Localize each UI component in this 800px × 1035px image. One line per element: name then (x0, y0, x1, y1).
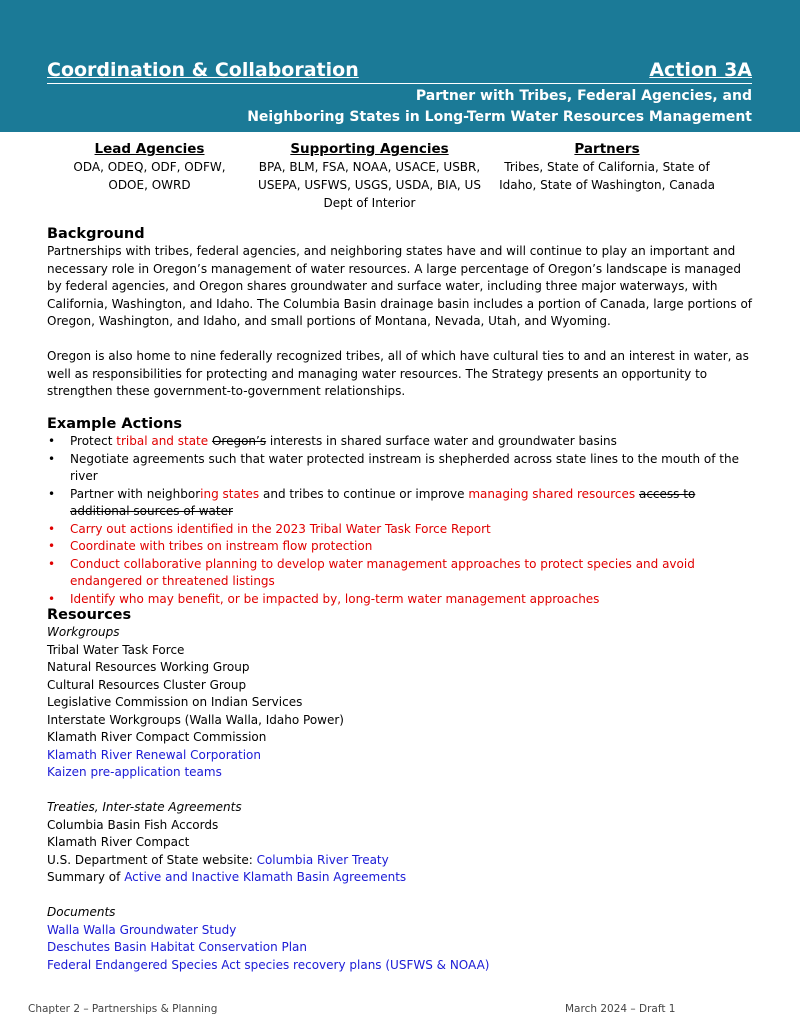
document-link[interactable]: Deschutes Basin Habitat Conservation Plan (47, 940, 308, 954)
subtitle-line: Neighboring States in Long-Term Water Resources Management (247, 109, 752, 125)
resource-item: Interstate Workgroups (Walla Walla, Idaho Power) (47, 712, 344, 727)
list-item: • Conduct collaborative planning to develop water management approaches to protect species and avoid endangered or threatened listings (47, 556, 757, 591)
supporting-agencies-line: Dept of Interior (323, 196, 416, 210)
action-subtitle (247, 86, 752, 128)
partners-line: Tribes, State of California, State of (504, 160, 710, 174)
background-paragraph: Partnerships with tribes, federal agencies, and neighboring states have and will continue to play an important and necessary role in Oregon’s management of water resources. A large percentage of Oregon’s landscape is managed by federal agencies, and Oregon shares groundwater and surface water, including three major waterways, with California, Washington, and Idaho. The Columbia Basin drainage basin includes a portion of Canada, large portions of Oregon, Washington, and Idaho, and small portions of Montana, Nevada, Utah, and Wyoming. (47, 244, 753, 328)
document-link[interactable]: Walla Walla Groundwater Study (47, 922, 237, 937)
footer-date: March 2024 – Draft 1 (565, 1003, 676, 1015)
list-item (47, 433, 757, 451)
lead-agencies-line: ODA, ODEQ, ODF, ODFW, (73, 160, 226, 174)
list-item: • Identify who may benefit, or be impacted by, long-term water management approaches (47, 591, 757, 609)
resource-link[interactable]: Klamath River Renewal Corporation (47, 747, 262, 762)
inserted-text: ing states (200, 486, 260, 501)
supporting-agencies-line: USEPA, USFWS, USGS, USDA, BIA, US (258, 178, 481, 192)
deleted-text: access to additional sources of water (70, 486, 696, 518)
supporting-agencies-column (252, 140, 487, 212)
supporting-agencies-line: BPA, BLM, FSA, NOAA, USACE, USBR, (258, 160, 481, 174)
item-text: and tribes to continue or improve (259, 486, 469, 501)
partners-heading: Partners (574, 141, 640, 157)
workgroups-label: Workgroups (47, 625, 120, 639)
item-text: interests in shared surface water and groundwater basins (266, 434, 617, 448)
resource-item: Columbia Basin Fish Accords (47, 817, 219, 832)
item-text: Partner with neighbor (70, 486, 201, 501)
subtitle-line: Partner with Tribes, Federal Agencies, and (415, 88, 752, 104)
item-text: U.S. Department of State website: (47, 852, 257, 867)
resource-link[interactable]: Kaizen pre-application teams (47, 765, 222, 779)
list-item: • Negotiate agreements such that water protected instream is shepherded across state lines to the mouth of the river (47, 451, 757, 486)
resource-item: Klamath River Compact (47, 835, 190, 849)
example-actions-section (47, 415, 757, 608)
partners-column (487, 140, 727, 194)
documents-label: Documents (47, 905, 116, 919)
header-title-row (47, 59, 752, 84)
section-title: Coordination & Collaboration (47, 59, 359, 81)
header-banner (0, 0, 800, 132)
resource-item: Klamath River Compact Commission (47, 730, 267, 744)
spacer (47, 887, 757, 905)
resource-item (47, 852, 757, 870)
resources-heading: Resources (47, 607, 132, 623)
klamath-agreements-link[interactable]: Active and Inactive Klamath Basin Agreements (124, 870, 407, 884)
lead-agencies-column (47, 140, 252, 194)
list-item: • Coordinate with tribes on instream flow protection (47, 538, 757, 556)
inserted-text: managing shared resources (468, 486, 636, 501)
resource-item: Legislative Commission on Indian Services (47, 695, 303, 709)
document-link[interactable]: Federal Endangered Species Act species recovery plans (USFWS & NOAA) (47, 957, 490, 972)
spacer (47, 782, 757, 800)
item-text: Summary of (47, 870, 125, 884)
list-item (47, 486, 757, 521)
background-heading: Background (47, 226, 145, 242)
resources-section (47, 606, 757, 974)
example-actions-heading: Example Actions (47, 416, 183, 432)
footer-chapter: Chapter 2 – Partnerships & Planning (28, 1003, 218, 1015)
supporting-agencies-heading: Supporting Agencies (290, 141, 449, 157)
example-actions-list (47, 433, 757, 608)
resource-item: Cultural Resources Cluster Group (47, 677, 247, 692)
partners-line: Idaho, State of Washington, Canada (499, 178, 715, 192)
deleted-text: Oregon’s (211, 434, 267, 448)
treaties-label: Treaties, Inter-state Agreements (47, 800, 242, 814)
columbia-river-treaty-link[interactable]: Columbia River Treaty (256, 852, 389, 867)
list-item: • Carry out actions identified in the 2023 Tribal Water Task Force Report (47, 521, 757, 539)
lead-agencies-line: ODOE, OWRD (108, 178, 191, 192)
lead-agencies-heading: Lead Agencies (94, 141, 205, 157)
resource-item (47, 869, 757, 887)
background-paragraph: Oregon is also home to nine federally recognized tribes, all of which have cultural ties to and an interest in water, as well as responsibilities for protecting and managing water resources. The Strategy presents an opportunity to strengthen these government-to-government relationships. (47, 349, 749, 398)
action-number: Action 3A (649, 59, 752, 81)
background-section (47, 225, 757, 401)
item-text: Protect (70, 434, 117, 448)
resource-item: Tribal Water Task Force (47, 642, 185, 657)
resource-item: Natural Resources Working Group (47, 660, 250, 674)
inserted-text: tribal and state (116, 434, 209, 448)
